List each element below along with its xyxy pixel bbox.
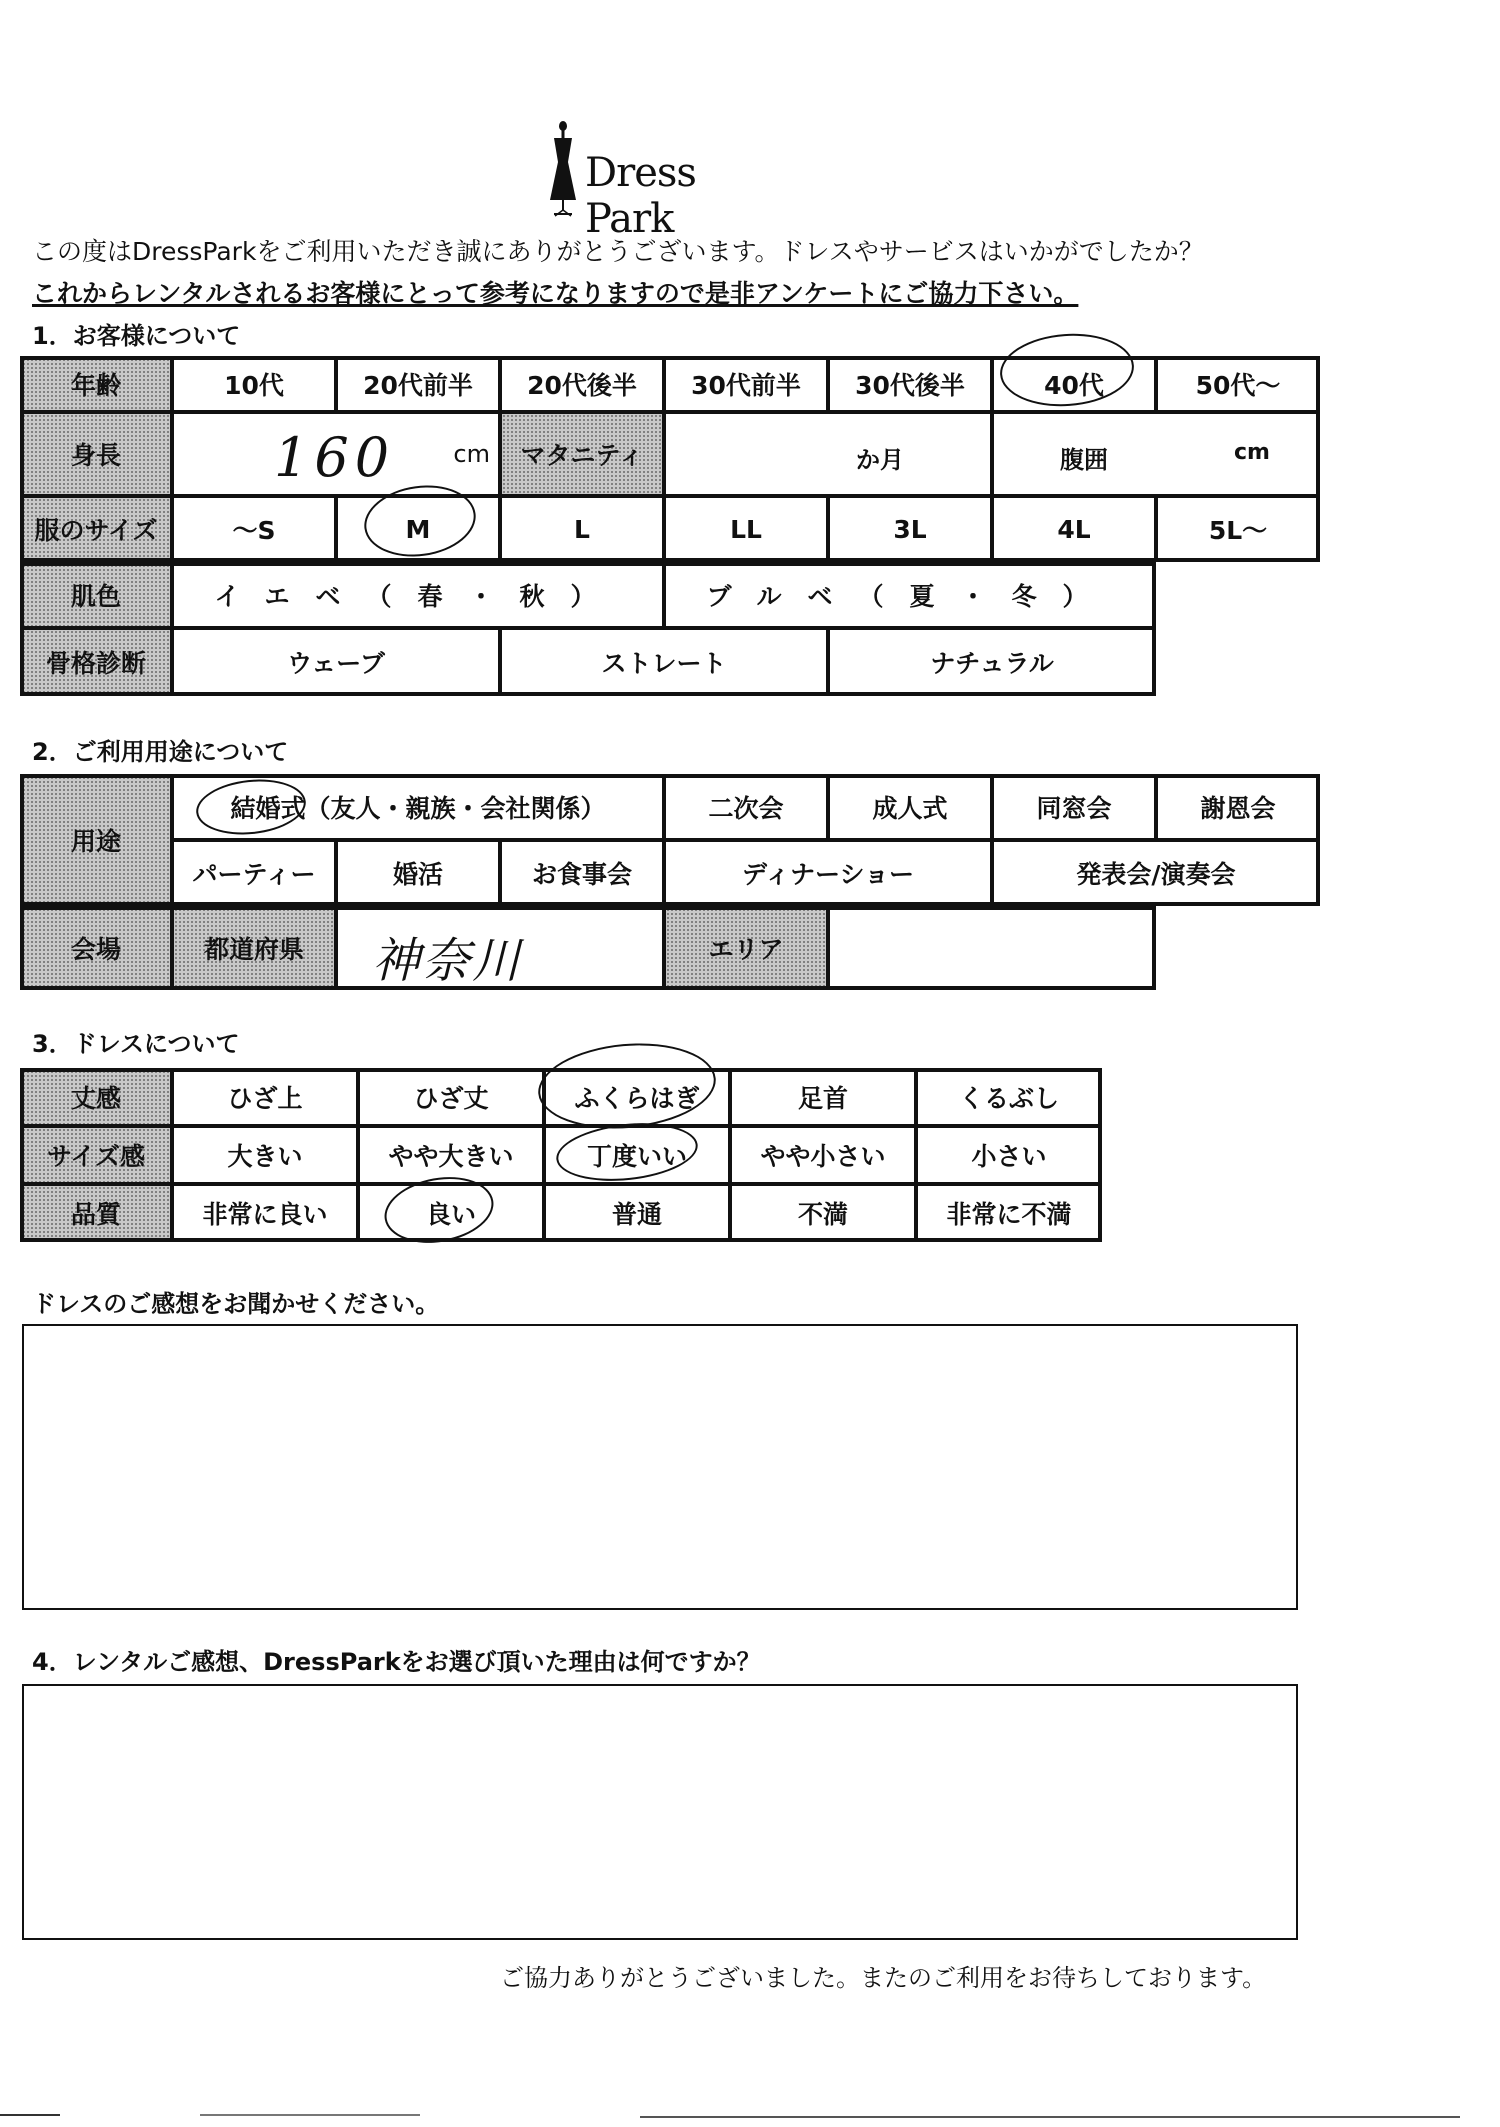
fit-label: サイズ感 [20, 1126, 172, 1184]
quality-option[interactable]: 非常に良い [172, 1184, 358, 1242]
quality-option-selected[interactable]: 良い [358, 1184, 544, 1242]
month-unit: か月 [856, 446, 904, 474]
age-option[interactable]: 30代前半 [664, 356, 828, 412]
belly-field[interactable] [992, 412, 1320, 496]
fit-option-selected[interactable]: 丁度いい [544, 1126, 730, 1184]
impression-prompt: ドレスのご感想をお聞かせください。 [32, 1290, 440, 1318]
age-option[interactable]: 10代 [172, 356, 336, 412]
age-option[interactable]: 50代～ [1156, 356, 1320, 412]
fit-option[interactable]: やや大きい [358, 1126, 544, 1184]
purpose-option[interactable]: 同窓会 [992, 774, 1156, 840]
purpose-option[interactable]: 二次会 [664, 774, 828, 840]
scan-artifact [200, 2114, 420, 2116]
length-option[interactable]: ひざ上 [172, 1068, 358, 1126]
skin-option-yellow[interactable]: イエベ（春・秋） [172, 562, 664, 628]
fit-option[interactable]: 小さい [916, 1126, 1102, 1184]
frame-label: 骨格診断 [20, 628, 172, 696]
prefecture-label: 都道府県 [172, 906, 336, 990]
area-label: エリア [664, 906, 828, 990]
area-field[interactable] [828, 906, 1156, 990]
frame-option[interactable]: ストレート [500, 628, 828, 696]
size-option[interactable]: L [500, 496, 664, 562]
size-option[interactable]: 4L [992, 496, 1156, 562]
section-2-title: 2．ご利用用途について [32, 738, 289, 766]
closing-message: ご協力ありがとうございました。またのご利用をお待ちしております。 [500, 1964, 1267, 1992]
brand-logo [545, 118, 785, 242]
quality-option[interactable]: 非常に不満 [916, 1184, 1102, 1242]
size-option-selected[interactable]: M [336, 496, 500, 562]
prefecture-field[interactable] [336, 906, 664, 990]
age-option[interactable]: 30代後半 [828, 356, 992, 412]
impression-textarea[interactable] [22, 1324, 1298, 1610]
purpose-option[interactable]: 謝恩会 [1156, 774, 1320, 840]
age-option[interactable]: 20代後半 [500, 356, 664, 412]
fit-option[interactable]: やや小さい [730, 1126, 916, 1184]
size-label: 服のサイズ [20, 496, 172, 562]
purpose-label: 用途 [20, 774, 172, 906]
section-3-title: 3．ドレスについて [32, 1030, 240, 1058]
purpose-option[interactable]: 成人式 [828, 774, 992, 840]
size-option[interactable]: 3L [828, 496, 992, 562]
prefecture-value: 神奈川 [372, 933, 523, 989]
height-field[interactable] [172, 412, 500, 496]
purpose-option[interactable]: ディナーショー [664, 840, 992, 906]
age-label: 年齢 [20, 356, 172, 412]
frame-option[interactable]: ウェーブ [172, 628, 500, 696]
section-1-title: 1．お客様について [32, 322, 241, 350]
length-option-selected[interactable]: ふくらはぎ [544, 1068, 730, 1126]
purpose-option-wedding[interactable]: 結婚式（友人・親族・会社関係） [172, 774, 664, 840]
size-option[interactable]: LL [664, 496, 828, 562]
reason-textarea[interactable] [22, 1684, 1298, 1940]
length-option[interactable]: 足首 [730, 1068, 916, 1126]
size-option[interactable]: ～S [172, 496, 336, 562]
purpose-option[interactable]: お食事会 [500, 840, 664, 906]
length-option[interactable]: くるぶし [916, 1068, 1102, 1126]
scan-artifact [640, 2116, 1460, 2118]
purpose-option[interactable]: 発表会/演奏会 [992, 840, 1320, 906]
intro-request: これからレンタルされるお客様にとって参考になりますので是非アンケートにご協力下さい。 [32, 279, 1079, 308]
maternity-label: マタニティ [500, 412, 664, 496]
height-unit: cm [453, 440, 490, 468]
quality-option[interactable]: 普通 [544, 1184, 730, 1242]
skin-label: 肌色 [20, 562, 172, 628]
skin-option-blue[interactable]: ブルベ（夏・冬） [664, 562, 1156, 628]
venue-label: 会場 [20, 906, 172, 990]
fit-option[interactable]: 大きい [172, 1126, 358, 1184]
scan-artifact [0, 2114, 60, 2116]
age-option[interactable]: 20代前半 [336, 356, 500, 412]
quality-option[interactable]: 不満 [730, 1184, 916, 1242]
frame-option[interactable]: ナチュラル [828, 628, 1156, 696]
height-value: 160 [274, 426, 396, 489]
quality-label: 品質 [20, 1184, 172, 1242]
brand-name: Dress Park [585, 150, 696, 242]
length-option[interactable]: ひざ丈 [358, 1068, 544, 1126]
purpose-option[interactable]: パーティー [172, 840, 336, 906]
age-option-selected[interactable]: 40代 [992, 356, 1156, 412]
length-label: 丈感 [20, 1068, 172, 1126]
belly-unit: cm [1234, 440, 1270, 465]
intro-text: この度はDressParkをご利用いただき誠にありがとうございます。ドレスやサービスはいかがでしたか？ [32, 237, 1204, 266]
height-label: 身長 [20, 412, 172, 496]
dress-mannequin-icon [545, 118, 581, 218]
purpose-option[interactable]: 婚活 [336, 840, 500, 906]
section-4-title: 4．レンタルご感想、DressParkをお選び頂いた理由は何ですか？ [32, 1648, 761, 1676]
belly-label: 腹囲 [1060, 446, 1108, 474]
size-option[interactable]: 5L～ [1156, 496, 1320, 562]
maternity-months-field[interactable] [664, 412, 992, 496]
